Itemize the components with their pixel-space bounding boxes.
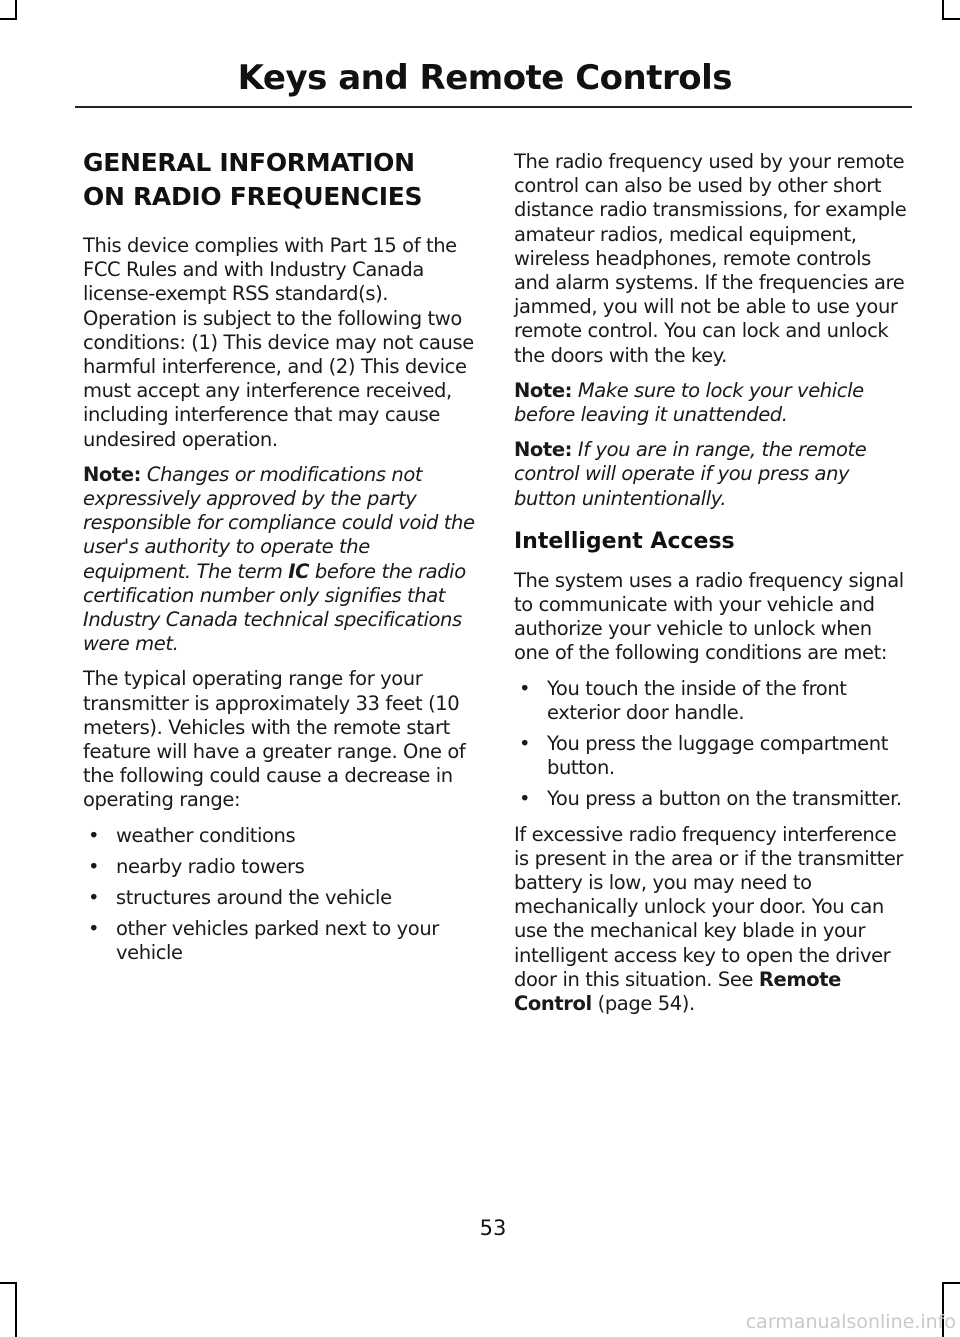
list-item: • structures around the vehicle xyxy=(88,886,392,910)
crop-mark-bottom-left xyxy=(15,1282,17,1337)
intelligent-access-paragraph: The system uses a radio frequency signal to communicate with your vehicle and authorize your vehicle to unlock when one of the following conditions are met: xyxy=(514,568,904,665)
mechanical-unlock-paragraph: If excessive radio frequency interference is present in the area or if the transmitter battery is low, you may need to mechanically unlock your door. You can use the mechanical key blade in your intelligent access key to open the driver door in this situation. See Remote Control (page 54). xyxy=(514,822,904,1016)
note-text-after: before the radio certification number only signifies that Industry Canada technical specifications were met. xyxy=(83,559,466,656)
page-header-title: Keys and Remote Controls xyxy=(237,58,732,98)
fcc-compliance-paragraph: This device complies with Part 15 of the FCC Rules and with Industry Canada license-exempt RSS standard(s). Operation is subject to the following two conditions: (1) This device may not cause harmful interference, and (2) This device must accept any interference received, including interference that may cause undesired operation. xyxy=(83,234,474,451)
list-item: • nearby radio towers xyxy=(88,854,305,878)
intelligent-access-heading: Intelligent Access xyxy=(514,528,735,554)
crop-mark-top-right-h xyxy=(942,18,960,20)
list-item: • You press the luggage compartment button. xyxy=(519,732,888,780)
crop-mark-top-left-h xyxy=(0,18,17,20)
left-column xyxy=(83,146,476,977)
list-item: • You touch the inside of the front exterior door handle. xyxy=(519,676,847,724)
note-text-before: Changes or modifications not expressively approved by the party responsible for compliance could void the user's authority to operate the equipment. The term xyxy=(83,462,475,583)
note-range xyxy=(514,438,909,511)
note-text: If you are in range, the remote control will operate if you press any button unintentionally. xyxy=(514,438,867,510)
section-heading-line1: GENERAL INFORMATION xyxy=(83,148,415,177)
remote-control-link[interactable]: Remote Control xyxy=(514,967,841,1016)
section-heading-line2: ON RADIO FREQUENCIES xyxy=(83,182,423,211)
note-modifications xyxy=(83,463,476,657)
note-text: Make sure to lock your vehicle before leaving it unattended. xyxy=(514,378,864,427)
bullet-icon: • xyxy=(88,854,100,878)
watermark: carmanualsonline.info xyxy=(745,1311,956,1333)
crop-mark-top-right xyxy=(942,0,944,20)
bullet-icon: • xyxy=(88,886,100,910)
frequency-sharing-paragraph: The radio frequency used by your remote control can also be used by other short distance radio transmissions, for example amateur radios, medical equipment, wireless headphones, remote controls and alarm systems. If the frequencies are jammed, you will not be able to use your remote control. You can lock and unlock the doors with the key. xyxy=(514,150,907,367)
right-column xyxy=(514,150,909,1027)
bullet-icon: • xyxy=(519,787,531,811)
list-item: • weather conditions xyxy=(88,823,296,847)
bullet-icon: • xyxy=(519,676,531,700)
note-label: Note: xyxy=(514,438,573,462)
header-divider xyxy=(75,106,912,108)
crop-mark-top-left xyxy=(15,0,17,20)
crop-mark-bottom-left-h xyxy=(0,1282,17,1284)
bullet-icon: • xyxy=(88,917,100,941)
bullet-icon: • xyxy=(519,732,531,756)
note-bold-term: IC xyxy=(288,559,310,583)
list-item: • other vehicles parked next to your vehicle xyxy=(88,917,439,965)
bullet-icon: • xyxy=(88,823,100,847)
note-label: Note: xyxy=(83,462,142,486)
crop-mark-bottom-right-h xyxy=(942,1282,960,1284)
operating-range-paragraph: The typical operating range for your transmitter is approximately 33 feet (10 meters). Vehicles with the remote start feature will have a greater range. One of the following could cause a decrease in operating range: xyxy=(83,667,466,812)
page-number: 53 xyxy=(479,1216,507,1240)
list-item: • You press a button on the transmitter. xyxy=(519,787,902,811)
unlock-conditions-list xyxy=(514,677,909,812)
note-lock-vehicle xyxy=(514,379,909,427)
range-factors-list xyxy=(83,824,476,966)
note-label: Note: xyxy=(514,378,573,402)
section-heading xyxy=(83,146,476,214)
